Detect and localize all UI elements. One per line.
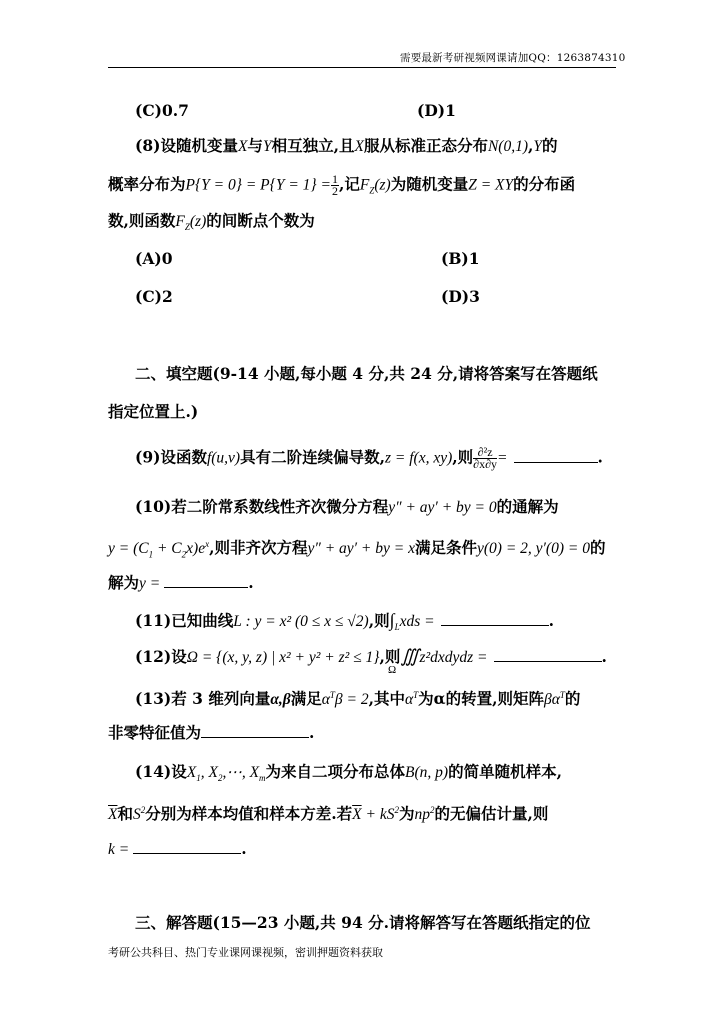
- q13-answer-blank: [201, 723, 309, 738]
- q14-line1: (14)设$X_1$, $X_2,\cdots$, $X_m$为来自二项分布总体B(n, p)的简单随机样本,: [135, 762, 562, 784]
- q9-answer-blank: [514, 448, 598, 463]
- q13-line2: 非零特征值为 .: [108, 723, 315, 742]
- option-d-prev: (D)1: [417, 101, 456, 120]
- page-header: 需要最新考研视频网课请加QQ：1263874310: [400, 52, 626, 64]
- section2-title-cont: 指定位置上.): [108, 402, 199, 421]
- q11-answer-blank: [441, 611, 549, 626]
- q8-line1: (8)设随机变量X与Y相互独立,且X服从标准正态分布N(0,1),Y的: [135, 136, 558, 155]
- header-rule: [108, 67, 616, 68]
- section3-title: 三、解答题(15—23 小题,共 94 分.请将解答写在答题纸指定的位: [135, 913, 591, 932]
- q14-line2: $\overline{X}$和$S^2$分别为样本均值和样本方差.若$\overline{X} + kS^2$为$np^2$的无偏估计量,则: [108, 804, 549, 824]
- q13-line1: (13)若 3 维列向量α,β满足$\alpha^T\beta = 2$,其中$\alpha^T$为α的转置,则矩阵$\beta\alpha^T$的: [135, 689, 581, 709]
- q8-line3: 数,则函数$F_Z(z)$的间断点个数为: [108, 211, 315, 233]
- q12-answer-blank: [494, 647, 602, 662]
- option-a: (A)0: [135, 249, 173, 268]
- q10-line1: (10)若二阶常系数线性齐次微分方程y″ + ay′ + by = 0的通解为: [135, 497, 559, 516]
- option-c-prev: (C)0.7: [135, 101, 189, 120]
- q10-line2: $y = (C_1 + C_2x)e^x$,则非齐次方程y″ + ay′ + by = x满足条件y(0) = 2, y′(0) = 0的: [108, 538, 606, 560]
- option-c: (C)2: [135, 287, 173, 306]
- q12-line: (12)设Ω = {(x, y, z) | x² + y² + z² ≤ 1},则∭z²dxdydz = .: [135, 646, 607, 666]
- q14-line3: k = .: [108, 839, 247, 858]
- q8-line2: 概率分布为P{Y = 0} = P{Y = 1} = $\frac{1}{2}$ ,记$F_Z(z)$为随机变量Z = XY的分布函: [108, 172, 576, 198]
- option-b: (B)1: [441, 249, 480, 268]
- q14-answer-blank: [133, 839, 241, 854]
- omega-subscript: Ω: [388, 664, 397, 676]
- fraction-partial: $\frac{\text{∂²z}}{\partial x\partial y}$: [473, 445, 498, 471]
- q10-line3: 解为y = .: [108, 573, 254, 592]
- q10-answer-blank: [164, 573, 248, 588]
- section2-title: 二、填空题(9-14 小题,每小题 4 分,共 24 分,请将答案写在答题纸: [135, 364, 598, 383]
- fraction-half: $\frac{1}{2}$: [331, 172, 338, 198]
- q9-line: (9)设函数f(u,v)具有二阶连续偏导数,z = f(x, xy),则 $\frac{\text{∂²z}}{\partial x\partial y}$ = .: [135, 445, 603, 471]
- q11-line: (11)已知曲线L : y = x² (0 ≤ x ≤ √2),则$\int_Lxds$ = .: [135, 610, 554, 633]
- option-d: (D)3: [441, 287, 480, 306]
- page-footer: 考研公共科目、热门专业课网课视频，密训押题资料获取: [108, 946, 383, 959]
